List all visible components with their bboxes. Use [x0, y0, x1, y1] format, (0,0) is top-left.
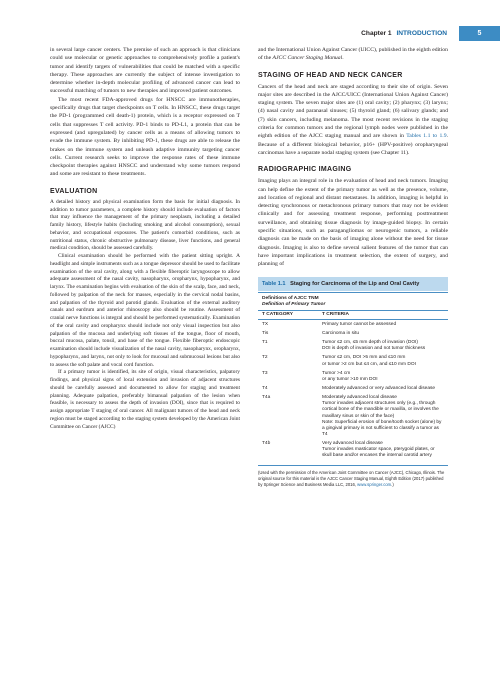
table-cell-category: Tis — [262, 331, 269, 336]
criteria-line: Very advanced local disease — [322, 440, 383, 446]
table-cell-category: T1 — [262, 340, 268, 346]
table-cell-criteria — [322, 355, 444, 367]
paragraph — [258, 83, 448, 158]
table-row — [262, 322, 444, 328]
table-cell-criteria — [322, 322, 444, 328]
paragraph: in several large cancer centers. The premise of such an approach is that clinicians could use molecular or genetic approaches to comprehensively profile a patient's tumor and identify targets of vulnerabilities that could be matched with a specific therapy. These approaches are currently the subject of intense investigation to determine whether in-depth molecular profiling of advanced cancer can lead to successful matching of tumors to new therapies and improved patient outcomes. — [50, 47, 240, 95]
table-cell-criteria — [322, 371, 444, 383]
table-row — [262, 441, 444, 459]
table-row — [262, 371, 444, 383]
staging-table — [258, 277, 448, 488]
table-cell-criteria — [322, 340, 444, 352]
text-run: . — [342, 55, 344, 62]
criteria-line: DOI is depth of invasion and not tumor thickness — [322, 346, 426, 352]
table-footnote — [258, 470, 448, 487]
criteria-line: or any tumor >10 mm DOI — [322, 376, 378, 382]
criteria-line: Tumor >4 cm — [322, 370, 351, 376]
right-column — [258, 46, 448, 487]
table-row — [262, 340, 444, 352]
table-number: Table 1.1 — [262, 280, 286, 287]
table-cell-category: T3 — [262, 370, 268, 376]
chapter-title: INTRODUCTION — [396, 30, 447, 37]
table-row — [262, 331, 444, 337]
criteria-line: Tumor ≤2 cm, DOI >5 mm and ≤10 mm — [322, 355, 406, 361]
table-header-row — [258, 310, 448, 320]
table-row — [262, 355, 444, 367]
criteria-line: Tumor ≤2 cm, ≤5 mm depth of invasion (DOI) — [322, 340, 418, 346]
table-caption — [258, 277, 448, 291]
text-run: and the International Union Against Cancer (UICC), published in the eighth edition of the — [258, 47, 448, 62]
table-cell-category: TX — [262, 321, 269, 327]
table-definition-heading: Definitions of AJCC TNM — [262, 295, 319, 301]
paragraph: If a primary tumor is identified, its site of origin, visual characteristics, palpatory findings, and physical signs of local extension and invasion of adjacent structures should be carefully assessed and documented to allow for staging and treatment planning. Adequate palpation, preferably bimanual palpation of the lesion when feasible, is necessary to assess the depth of invasion (DOI), since that is required to assign appropriate T staging of oral cancer. All malignant tumors of the head and neck region must be staged according to the staging system developed by the American Joint Committee on Cancer (AJCC) — [50, 369, 240, 430]
manual-title: AJCC Cancer Staging Manual — [272, 55, 343, 62]
section-heading-evaluation: EVALUATION — [50, 187, 98, 195]
table-rows — [262, 322, 444, 459]
table-definition-subheading: Definition of Primary Tumor — [262, 301, 326, 307]
table-cell-category: T4b — [262, 440, 271, 446]
criteria-line: Tumor invades adjacent structures only (e.g., through cortical bone of the mandible or maxilla, or involves the maxillary sinus or skin of the face) — [322, 401, 439, 419]
text-run: .) — [391, 481, 394, 487]
criteria-line: Primary tumor cannot be assessed — [322, 321, 397, 327]
text-run: (Used with the permission of the American Joint Committee on Cancer (AJCC), Chicago, Illinois. The original source for this material is the AJCC Cancer Staging Manual, Eighth Edition (2017) published by Springer Science and Business Media LLC, 2016, — [258, 470, 445, 487]
column-header-category: T CATEGORY — [262, 311, 293, 317]
table-row — [262, 395, 444, 438]
chapter-number: Chapter 1 — [361, 30, 392, 37]
criteria-line: Note: Superficial erosion of bone/tooth socket (alone) by a gingival primary is not sufficient to classify a tumor as T4 — [322, 419, 442, 437]
paragraph: Clinical examination should be performed with the patient sitting upright. A headlight and simple instruments such as a tongue depressor should be used to facilitate examination of the oral cavity, along with a flexible fiberoptic laryngoscope to allow adequate assessment of the nasal cavity, nasopharynx, oropharynx, hypopharynx, and larynx. The examination begins with evaluation of the skin of the scalp, face, and neck, followed by palpation of the neck for masses, especially in the cervical nodal basins, and palpation of the thyroid and parotid glands. Evaluation of the external auditory canals and eardrum and anterior rhinoscopy also should be routine. Assessment of cranial nerve functions is integral and should be performed systematically. Examination of the oral cavity and oropharynx should include not only visual inspection but also palpation of the mucosa and underlying soft tissues of the tongue, floor of mouth, buccal mucosa, palate, tonsil, and base of the tongue. Flexible fiberoptic endoscopic examination should include visualization of the nasal cavity, nasopharynx, oropharynx, hypopharynx, and larynx, not only to look for mucosal and submucosal lesions but also to assess the soft palate and vocal cord function. — [50, 253, 240, 368]
springer-link[interactable]: www.springer.com — [357, 481, 392, 487]
criteria-line: or tumor >2 cm but ≤4 cm, and ≤10 mm DOI — [322, 361, 416, 367]
paragraph: The most recent FDA-approved drugs for HNSCC are immunotherapies, specifically drugs that target checkpoints on T cells. In HNSCC, these drugs target the PD-1 (programmed cell death-1) protein, which is a receptor expressed on T cells that suppresses T cell activity. PD-1 binds to PD-L1, a protein that can be expressed (and upregulated) by cancer cells as a means of allowing tumors to evade the immune system. By inhibiting PD-1, these drugs are able to release the brakes on the immune system and unleash adaptive immunity targeting cancer cells. Current research seeks to improve the response rates of these immune checkpoint therapies against HNSCC and understand why some tumors respond and some are resistant to these treatments. — [50, 96, 240, 178]
table-cell-criteria — [322, 395, 444, 438]
text-run: . Because of a different biological behavior, p16+ (HPV-positive) oropharyngeal carcinomas have a separate nodal staging system (see Chapter 11). — [258, 133, 448, 156]
chapter-label — [361, 30, 447, 37]
running-header — [361, 26, 500, 41]
text-run: Cancers of the head and neck are staged according to their site of origin. Seven major sites are described in the AJCC/UICC (International Union Against Cancer) staging system. The seven major sites are (1) oral cavity; (2) pharynx; (3) larynx; (4) nasal cavity and paranasal sinuses; (5) thyroid gland; (6) salivary glands; and (7) skin cancers, including melanoma. The most recent revisions in the staging criteria for common tumors and the regional lymph nodes were published in the eighth edition of the AJCC staging manual and are shown in — [258, 83, 448, 140]
criteria-line: Moderately advanced local disease — [322, 395, 397, 401]
left-column — [50, 46, 240, 431]
paragraph — [258, 46, 448, 63]
table-title: Staging for Carcinoma of the Lip and Oral Cavity — [290, 280, 420, 287]
paragraph: Imaging plays an integral role in the evaluation of head and neck tumors. Imaging can help define the extent of the primary tumor as well as the presence, volume, and location of regional and distant metastases. In addition, imaging is helpful in detecting synchronous or metachronous primary tumors that may not be evident clinically and for assessing treatment response, performing posttreatment surveillance, and obtaining tissue diagnosis by image-guided biopsy. In certain specific situations, such as paragangliomas or neurogenic tumors, a reliable diagnosis can be made on the basis of imaging alone without the need for tissue diagnosis. Imaging is also to define several salient features of the tumor that can have important implications in treatment selection, the extent of surgery, and planning of — [258, 178, 448, 268]
table-reference-link[interactable]: Tables 1.1 to 1.9 — [406, 133, 447, 140]
section-heading-staging: STAGING OF HEAD AND NECK CANCER — [258, 71, 403, 79]
table-row — [262, 386, 444, 392]
column-header-criteria: T CRITERIA — [322, 311, 349, 317]
table-cell-criteria — [322, 331, 444, 337]
table-cell-category: T2 — [262, 355, 268, 361]
page-number: 5 — [459, 26, 500, 41]
table-cell-category: T4 — [262, 386, 268, 392]
criteria-line: Carcinoma in situ — [322, 331, 360, 336]
table-cell-criteria — [322, 441, 444, 459]
criteria-line: Tumor invades masticator space, pterygoid plates, or skull base and/or encases the internal carotid artery — [322, 447, 435, 459]
paragraph: A detailed history and physical examination form the basis for initial diagnosis. In addition to tumor parameters, a complete history should include evaluation of factors that may influence the management of the primary neoplasm, including a detailed family history, lifestyle habits (including smoking and alcohol consumption), sexual behavior, and occupational exposures. The patient's comorbid conditions, such as nutritional status, chronic obstructive pulmonary disease, liver functions, and general medical condition, should be assessed carefully. — [50, 198, 240, 252]
table-cell-category: T4a — [262, 395, 271, 401]
criteria-line: Moderately advanced or very advanced local disease — [322, 386, 436, 392]
table-body — [258, 292, 448, 467]
table-cell-criteria — [322, 386, 444, 392]
section-heading-imaging: RADIOGRAPHIC IMAGING — [258, 166, 352, 174]
evaluation-body — [50, 199, 240, 432]
